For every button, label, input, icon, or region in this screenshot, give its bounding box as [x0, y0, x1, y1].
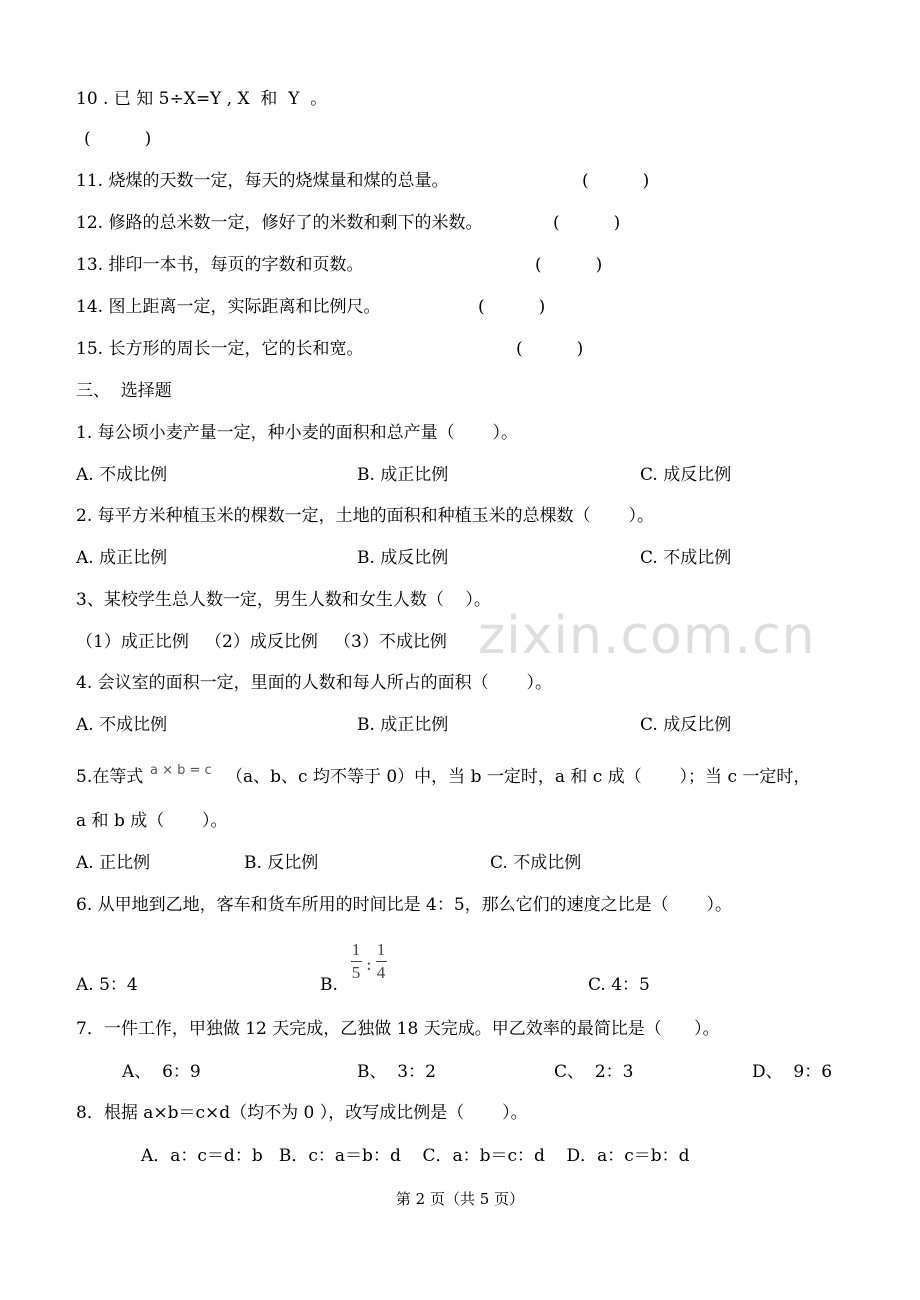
choice-5-option-c: C. 不成比例	[490, 853, 582, 873]
choice-4-option-c: C. 成反比例	[640, 715, 732, 735]
choice-8-options: A．a：c＝d：b B．c：a＝b：d C．a：b＝c：d D．a：c＝b：d	[141, 1146, 690, 1166]
equation-image-a-times-b-equals-c: a × b = c	[150, 763, 212, 778]
question-15-answer-paren: ( )	[516, 339, 584, 359]
choice-2-option-b: B. 成反比例	[357, 548, 449, 568]
question-15: 15. 长方形的周长一定，它的长和宽。	[76, 339, 364, 359]
choice-1-option-c: C. 成反比例	[640, 465, 732, 485]
fraction-numerator: 1	[351, 940, 361, 959]
question-14: 14. 图上距离一定，实际距离和比例尺。	[76, 297, 381, 317]
question-12-answer-paren: ( )	[553, 213, 621, 233]
question-13: 13. 排印一本书，每页的字数和页数。	[76, 255, 364, 275]
question-10-line1: 10 . 已 知 5÷X=Y , X 和 Y 。	[76, 89, 328, 109]
choice-question-2: 2. 每平方米种植玉米的棵数一定，土地的面积和种植玉米的总棵数（ ）。	[76, 506, 654, 526]
choice-7-option-d: D、 9：6	[752, 1062, 833, 1082]
choice-question-8: 8．根据 a×b＝c×d（均不为 0 ），改写成比例是（ ）。	[76, 1103, 528, 1123]
choice-7-option-c: C、 2：3	[554, 1062, 634, 1082]
fraction-numerator: 1	[376, 940, 386, 959]
section-3-heading: 三、 选择题	[76, 381, 172, 401]
choice-6-option-a: A. 5：4	[76, 975, 138, 995]
choice-question-7: 7．一件工作，甲独做 12 天完成，乙独做 18 天完成。甲乙效率的最简比是（ ）。	[76, 1019, 720, 1039]
choice-4-option-b: B. 成正比例	[357, 715, 449, 735]
choice-question-4: 4. 会议室的面积一定，里面的人数和每人所占的面积（ ）。	[76, 673, 552, 693]
question-12: 12. 修路的总米数一定，修好了的米数和剩下的米数。	[76, 213, 483, 233]
choice-question-6: 6. 从甲地到乙地，客车和货车所用的时间比是 4：5，那么它们的速度之比是（ ）。	[76, 895, 732, 915]
fraction-bar	[376, 961, 387, 962]
choice-3-options: （1）成正比例 （2）成反比例 （3）不成比例	[76, 632, 447, 652]
choice-1-option-b: B. 成正比例	[357, 465, 449, 485]
choice-question-5-text: （a、b、c 均不等于 0）中，当 b 一定时，a 和 c 成（ ）；当 c 一定时，	[226, 767, 811, 787]
choice-4-option-a: A. 不成比例	[76, 715, 168, 735]
fraction-one-fifth	[349, 940, 363, 983]
choice-2-option-a: A. 成正比例	[76, 548, 168, 568]
fraction-one-fourth	[374, 940, 388, 983]
choice-6-option-c: C. 4：5	[588, 975, 650, 995]
choice-question-5-line2: a 和 b 成（ ）。	[76, 811, 228, 831]
question-14-answer-paren: ( )	[478, 297, 546, 317]
choice-5-option-a: A. 正比例	[76, 853, 151, 873]
watermark: zixin.com.cn	[478, 606, 816, 666]
choice-question-5-prefix: 5.在等式	[76, 767, 144, 787]
fraction-denominator: 4	[376, 963, 386, 982]
fraction-bar	[351, 961, 362, 962]
page-footer: 第 2 页（共 5 页）	[395, 1190, 525, 1208]
choice-question-1: 1. 每公顷小麦产量一定，种小麦的面积和总产量（ ）。	[76, 423, 518, 443]
choice-7-option-a: A、 6：9	[122, 1062, 201, 1082]
question-11-answer-paren: ( )	[582, 171, 650, 191]
choice-2-option-c: C. 不成比例	[640, 548, 732, 568]
choice-question-3: 3、某校学生总人数一定，男生人数和女生人数（ ）。	[76, 590, 491, 610]
choice-6-option-b-label: B.	[320, 975, 338, 995]
choice-1-option-a: A. 不成比例	[76, 465, 168, 485]
question-11: 11. 烧煤的天数一定，每天的烧煤量和煤的总量。	[76, 171, 449, 191]
ratio-colon: :	[366, 955, 372, 975]
fraction-denominator: 5	[351, 963, 361, 982]
question-10-answer-paren: ( )	[84, 129, 152, 149]
question-13-answer-paren: ( )	[535, 255, 603, 275]
choice-5-option-b: B. 反比例	[244, 853, 319, 873]
choice-7-option-b: B、 3：2	[357, 1062, 436, 1082]
